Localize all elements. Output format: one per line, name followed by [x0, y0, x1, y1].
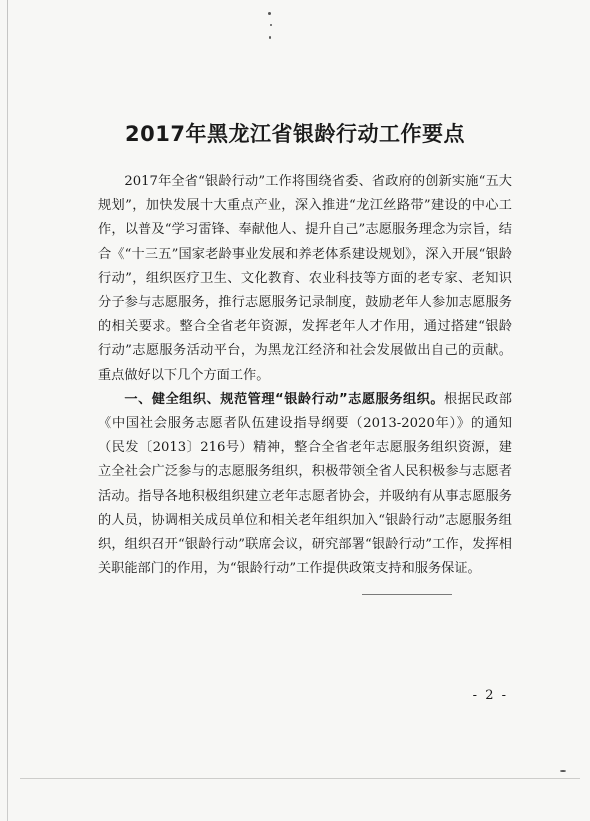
section-1-body: 根据民政部《中国社会服务志愿者队伍建设指导纲要（2013-2020年）》的通知（民发〔2013〕216号）精神，整合全省老年志愿服务组织资源，建立全社会广泛参与的志愿服务组织，积极带领全省人民积极参与志愿者活动。指导各地积极组织建立老年志愿者协会，并吸纳有从事志愿服务的人员，协调相关成员单位和相关老年组织加入“银龄行动”志愿服务组织，组织召开“银龄行动”联席会议，研究部署“银龄行动”工作，发挥相关职能部门的作用，为“银龄行动”工作提供政策支持和服务保证。 — [98, 391, 512, 577]
scan-speck — [560, 770, 566, 772]
section-1-heading: 一、健全组织、规范管理“银龄行动”志愿服务组织。 — [124, 391, 445, 407]
scan-edge-bottom — [20, 778, 580, 779]
document-body — [98, 170, 512, 581]
document-title: 2017年黑龙江省银龄行动工作要点 — [125, 122, 465, 146]
intro-paragraph: 2017年全省“银龄行动”工作将围绕省委、省政府的创新实施“五大规划”，加快发展十大重点产业，深入推进“龙江丝路带”建设的中心工作，以普及“学习雷锋、奉献他人、提升自己”志愿服务理念为宗旨，结合《“十三五”国家老龄事业发展和养老体系建设规划》，深入开展“银龄行动”，组织医疗卫生、文化教育、农业科技等方面的老专家、老知识分子参与志愿服务，推行志愿服务记录制度，鼓励老年人参加志愿服务的相关要求。整合全省老年资源，发挥老年人才作用，通过搭建“银龄行动”志愿服务活动平台，为黑龙江经济和社会发展做出自己的贡献。重点做好以下几个方面工作。 — [98, 174, 512, 383]
page-number: - 2 - — [472, 688, 508, 703]
section-1-paragraph — [98, 388, 512, 582]
scan-speck — [270, 24, 272, 26]
handwritten-underline — [362, 592, 452, 595]
scan-speck — [268, 12, 271, 15]
scan-speck — [269, 36, 271, 39]
